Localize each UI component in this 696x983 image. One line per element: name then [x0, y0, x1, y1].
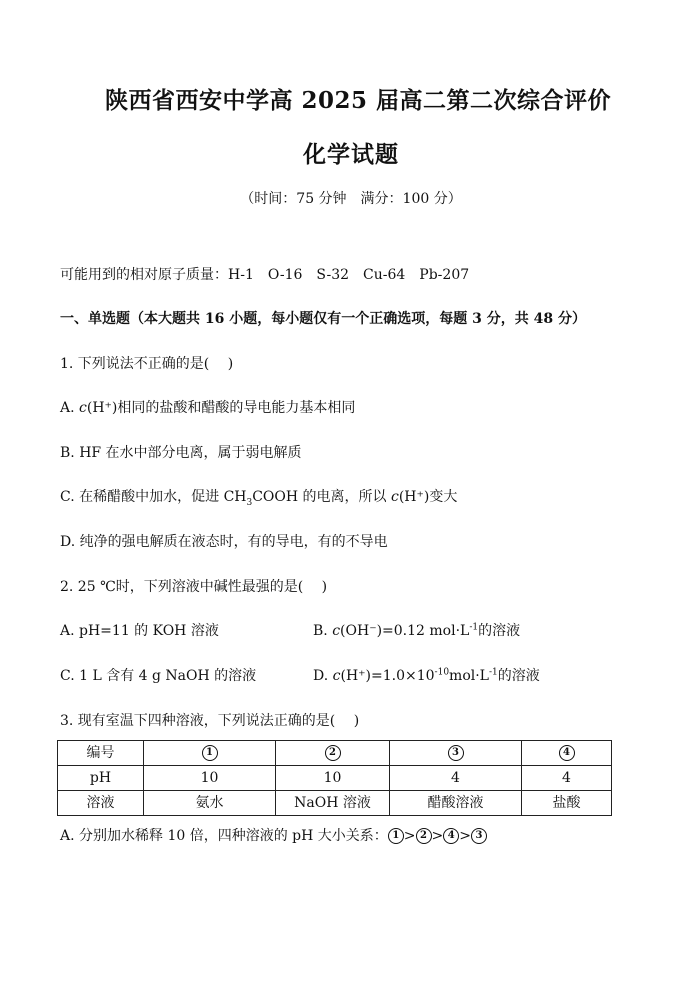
q1-option-b: B. HF 在水中部分电离，属于弱电解质	[60, 445, 302, 461]
q1-c-part1: C. 在稀醋酸中加水，促进 CH	[60, 489, 247, 505]
q2-b-prefix: B.	[313, 623, 333, 639]
q2-option-b	[313, 621, 520, 641]
q1-c-part2: COOH 的电离，所以	[252, 489, 391, 505]
table-cell	[390, 741, 522, 766]
q1-c-c: c	[391, 489, 399, 505]
q1-option-c	[60, 487, 457, 507]
table-cell: 醋酸溶液	[390, 791, 522, 816]
q1-c-part3: (H⁺)变大	[398, 489, 458, 505]
q2-option-c: C. 1 L 含有 4 g NaOH 的溶液	[60, 668, 257, 684]
gt-sign: >	[431, 828, 444, 844]
table-cell: 4	[522, 766, 612, 791]
table-row	[58, 741, 612, 766]
q2-d-prefix: D.	[313, 668, 333, 684]
q2-b-sup: -1	[469, 622, 479, 633]
q3-option-a	[60, 826, 487, 846]
q2-d-mid2: mol·L	[449, 668, 489, 684]
q2-stem: 2. 25 ℃时，下列溶液中碱性最强的是( )	[60, 579, 328, 595]
table-cell	[276, 741, 390, 766]
row-label-solution: 溶液	[58, 791, 144, 816]
table-cell	[144, 741, 276, 766]
q1-a-prefix: A.	[60, 400, 80, 416]
gt-sign: >	[459, 828, 471, 844]
circled-number: 1	[202, 745, 218, 761]
q2-d-c: c	[332, 668, 341, 684]
section-heading: 一、单选题（本大题共 16 小题，每小题仅有一个正确选项，每题 3 分，共 48 分）	[60, 311, 586, 327]
q3-a-text: A. 分别加水稀释 10 倍，四种溶液的 pH 大小关系：	[60, 828, 388, 844]
table-cell	[522, 741, 612, 766]
table-row	[58, 791, 612, 816]
q3-stem: 3. 现有室温下四种溶液，下列说法正确的是( )	[60, 713, 360, 729]
solutions-table	[57, 740, 612, 816]
circled-number: 4	[559, 745, 575, 761]
time-info: （时间：75 分钟 满分：100 分）	[240, 191, 462, 207]
q2-option-a: A. pH=11 的 KOH 溶液	[60, 623, 219, 639]
row-label-ph: pH	[58, 766, 144, 791]
circled-number: 4	[443, 828, 459, 844]
q2-b-c: c	[332, 623, 341, 639]
q2-d-mid: (H⁺)=1.0×10	[340, 668, 435, 684]
circled-number: 3	[448, 745, 464, 761]
circled-number: 2	[416, 828, 432, 844]
table-cell: 氨水	[144, 791, 276, 816]
exam-subtitle: 化学试题	[303, 141, 399, 168]
circled-number: 3	[471, 828, 487, 844]
row-label-id: 编号	[58, 741, 144, 766]
q2-option-d	[313, 666, 540, 686]
table-cell: 10	[276, 766, 390, 791]
table-row	[58, 766, 612, 791]
q1-stem: 1. 下列说法不正确的是( )	[60, 356, 234, 372]
q2-d-sup1: -10	[434, 667, 450, 678]
q1-option-a	[60, 398, 355, 418]
q1-option-d: D. 纯净的强电解质在液态时，有的导电，有的不导电	[60, 534, 388, 550]
table-cell: 4	[390, 766, 522, 791]
q1-a-rest: (H⁺)相同的盐酸和醋酸的导电能力基本相同	[86, 400, 356, 416]
exam-title: 陕西省西安中学高 2025 届高二第二次综合评价	[104, 87, 612, 114]
q1-a-c: c	[79, 400, 87, 416]
gt-sign: >	[403, 828, 416, 844]
q2-b-end: 的溶液	[478, 623, 521, 639]
q1-c-sub: 3	[246, 497, 253, 508]
table-cell: NaOH 溶液	[276, 791, 390, 816]
q2-b-mid: (OH⁻)=0.12 mol·L	[340, 623, 470, 639]
q2-d-end: 的溶液	[497, 668, 540, 684]
circled-number: 1	[388, 828, 404, 844]
table-cell: 盐酸	[522, 791, 612, 816]
circled-number: 2	[325, 745, 341, 761]
q2-d-sup2: -1	[488, 667, 498, 678]
table-cell: 10	[144, 766, 276, 791]
atomic-masses: 可能用到的相对原子质量：H-1 O-16 S-32 Cu-64 Pb-207	[60, 267, 470, 283]
